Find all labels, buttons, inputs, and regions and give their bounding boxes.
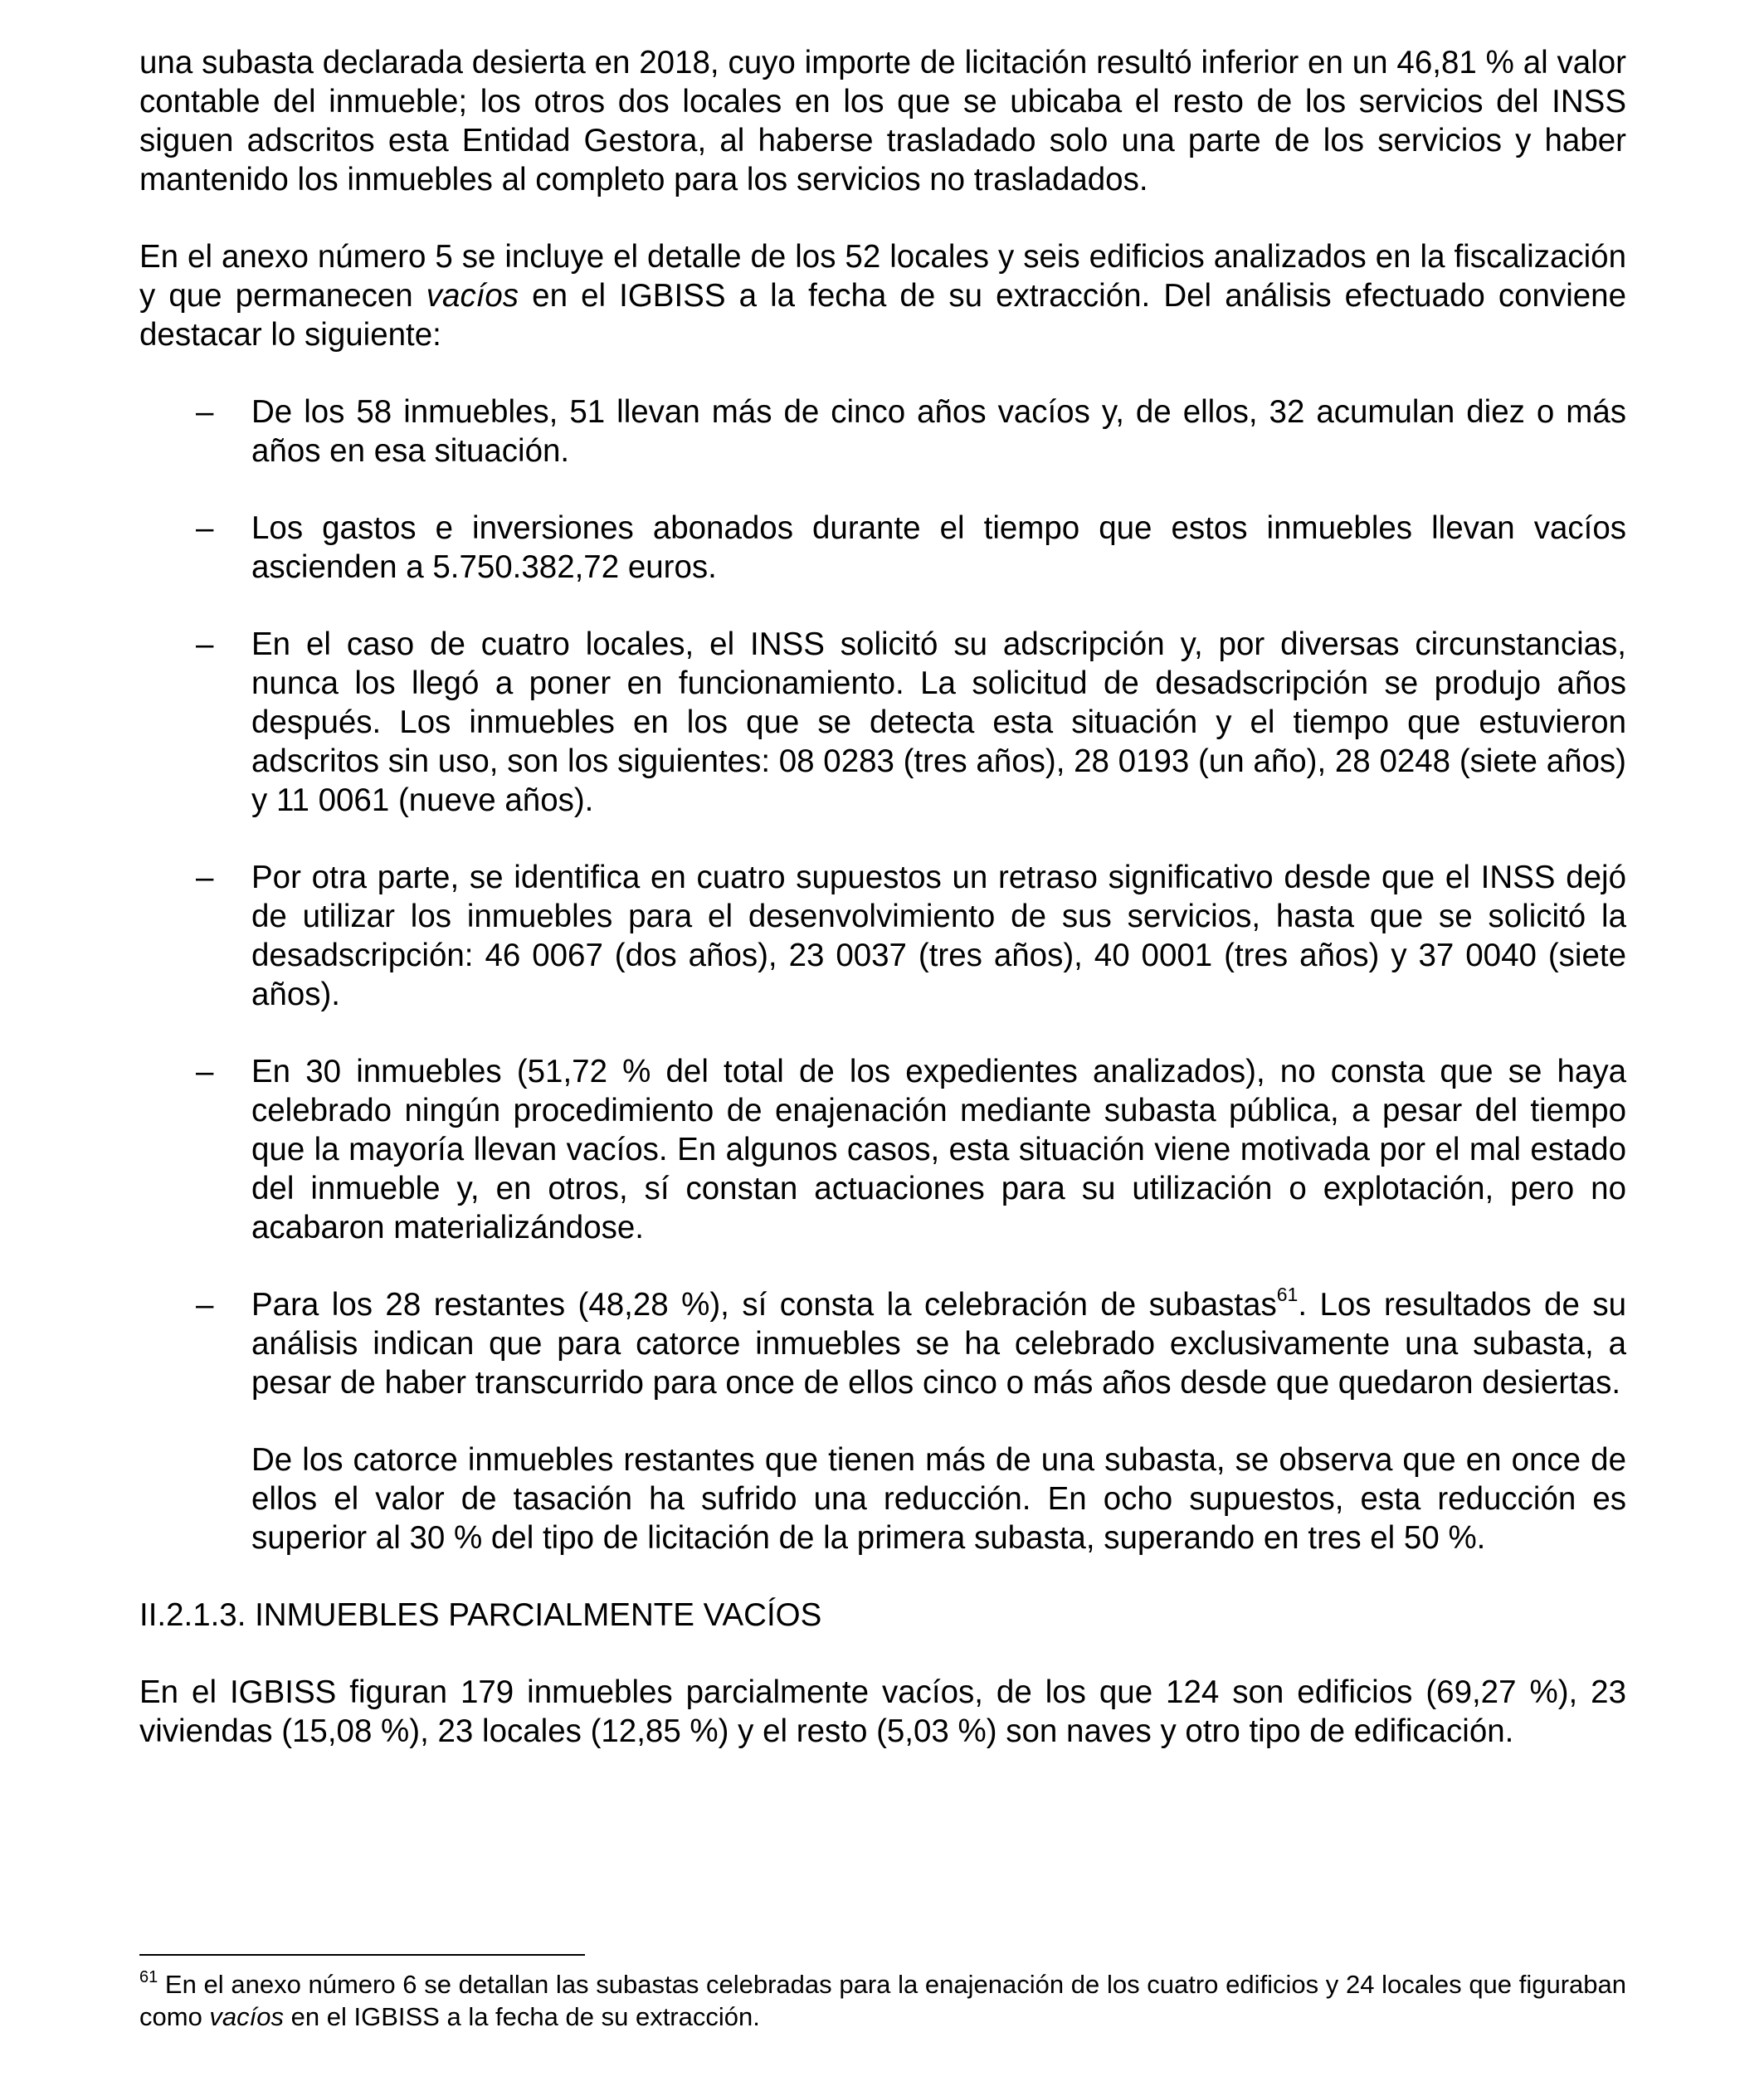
paragraph-annex-5 (139, 237, 1626, 354)
bullet-dash: – (196, 626, 214, 662)
paragraph-annex-5-text-b: en el IGBISS a la fecha de su extracción. Del análisis efectuado conviene destacar lo siguiente: (139, 278, 1626, 353)
list-item-text: Por otra parte, se identifica en cuatro supuestos un retraso significativo desde que el INSS dejó de utilizar los inmuebles para el desenvolvimiento de sus servicios, hasta que se solicitó la desadscripción: 46 0067 (dos años), 23 0037 (tres años), 40 0001 (tres años) y 37 0040 (siete años). (251, 860, 1626, 1012)
footnote (139, 1968, 1626, 2033)
list-item-text: De los 58 inmuebles, 51 llevan más de cinco años vacíos y, de ellos, 32 acumulan diez o más años en esa situación. (251, 394, 1626, 469)
list-item-text (251, 1285, 1626, 1402)
bullet-dash: – (196, 1054, 214, 1089)
list-item-text-b: . Los resultados de su análisis indican que para catorce inmuebles se ha celebrado exclusivamente una subasta, a pesar de haber transcurrido para once de ellos cinco o más años desde que quedaron desiertas. (251, 1287, 1626, 1401)
paragraph-annex-5-text-a: En el anexo número 5 se incluye el detalle de los 52 locales y seis edificios analizados en la fiscalización y que permanecen (139, 239, 1626, 314)
paragraph-continuation: una subasta declarada desierta en 2018, cuyo importe de licitación resultó inferior en un 46,81 % al valor contable del inmueble; los otros dos locales en los que se ubicaba el resto de los servicios del INSS siguen adscritos esta Entidad Gestora, al haberse trasladado solo una parte de los servicios y haber mantenido los inmuebles al completo para los servicios no trasladados. (139, 45, 1626, 197)
list-item-text: En 30 inmuebles (51,72 % del total de los expedientes analizados), no consta que se haya celebrado ningún procedimiento de enajenación mediante subasta pública, a pesar del tiempo que la mayoría llevan vacíos. En algunos casos, esta situación viene motivada por el mal estado del inmueble y, en otros, sí constan actuaciones para su utilización o explotación, pero no acabaron materializándose. (251, 1054, 1626, 1245)
footnote-separator (139, 1954, 585, 1956)
paragraph-partially-empty: En el IGBISS figuran 179 inmuebles parcialmente vacíos, de los que 124 son edificios (69,27 %), 23 viviendas (15,08 %), 23 locales (12,85 %) y el resto (5,03 %) son naves y otro tipo de edificación. (139, 1674, 1626, 1749)
list-item (139, 1285, 1626, 1557)
section-heading: II.2.1.3. INMUEBLES PARCIALMENTE VACÍOS (139, 1597, 822, 1633)
footnote-reference[interactable]: 61 (1276, 1284, 1299, 1305)
list-item (139, 625, 1626, 820)
footnote-emphasis: vacíos (209, 2002, 285, 2031)
list-item-text-a: Para los 28 restantes (48,28 %), sí consta la celebración de subastas (251, 1287, 1277, 1323)
list-item-subparagraph: De los catorce inmuebles restantes que tienen más de una subasta, se observa que en once de ellos el valor de tasación ha sufrido una reducción. En ocho supuestos, esta reducción es superior al 30 % del tipo de licitación de la primera subasta, superando en tres el 50 %. (251, 1442, 1626, 1556)
footnote-text-a: En el anexo número 6 se detallan las subastas celebradas para la enajenación de los cuatro edificios y 24 locales que figuraban como (139, 1970, 1626, 2031)
document-body (139, 43, 1626, 1789)
list-item (139, 858, 1626, 1014)
findings-list (139, 392, 1626, 1557)
footnote-number: 61 (139, 1968, 158, 1986)
bullet-dash: – (196, 510, 214, 546)
paragraph-annex-5-emphasis: vacíos (426, 278, 519, 314)
list-item (139, 1052, 1626, 1247)
bullet-dash: – (196, 1287, 214, 1323)
list-item-text: En el caso de cuatro locales, el INSS solicitó su adscripción y, por diversas circunstancias, nunca los llegó a poner en funcionamiento. La solicitud de desadscripción se produjo años después. Los inmuebles en los que se detecta esta situación y el tiempo que estuvieron adscritos sin uso, son los siguientes: 08 0283 (tres años), 28 0193 (un año), 28 0248 (siete años) y 11 0061 (nueve años). (251, 626, 1626, 818)
list-item (139, 392, 1626, 470)
list-item-text: Los gastos e inversiones abonados durante el tiempo que estos inmuebles llevan vacíos ascienden a 5.750.382,72 euros. (251, 510, 1626, 585)
footnote-text-b: en el IGBISS a la fecha de su extracción. (284, 2002, 760, 2031)
bullet-dash: – (196, 860, 214, 895)
bullet-dash: – (196, 394, 214, 430)
list-item (139, 509, 1626, 587)
